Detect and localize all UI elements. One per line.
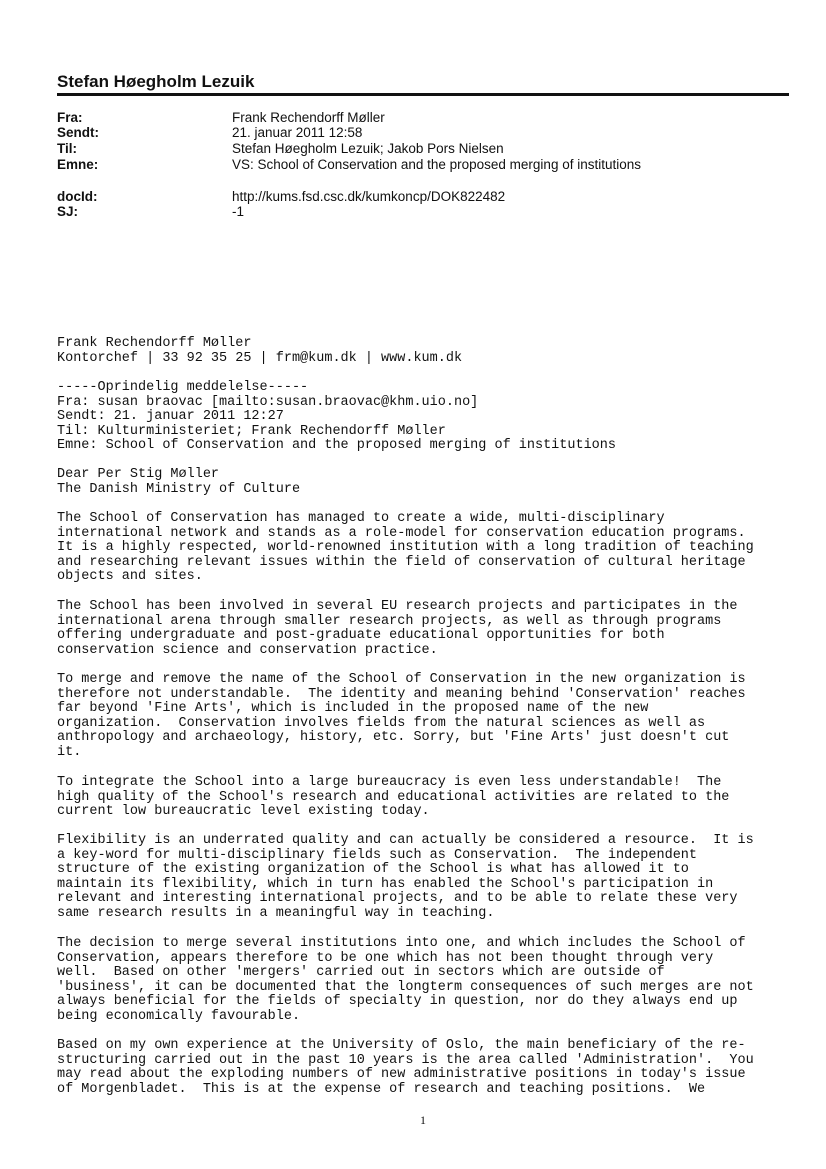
header-to-label: Til: xyxy=(57,141,77,156)
header-docid-row xyxy=(57,189,505,205)
header-from-label: Fra: xyxy=(57,110,83,125)
header-subject-value: VS: School of Conservation and the proposed merging of institutions xyxy=(232,157,641,172)
header-sj-label: SJ: xyxy=(57,204,79,219)
body-paragraph: Based on my own experience at the University of Oslo, the main beneficiary of the re- structuring carried out in the past 10 years is the area called 'Administration'. You may read about the exploding numbers of new administrative positions in today's issue of Morgenbladet. This is at the expense of research and teaching positions. We xyxy=(57,1038,754,1097)
header-sent-value: 21. januar 2011 12:58 xyxy=(232,125,363,140)
original-message-to: Til: Kulturministeriet; Frank Rechendorff Møller xyxy=(57,424,446,439)
original-message-separator: -----Oprindelig meddelelse----- xyxy=(57,380,309,395)
body-paragraph: To integrate the School into a large bureaucracy is even less understandable! The high quality of the School's research and educational activities are related to the current low bureaucratic level existing today. xyxy=(57,775,730,820)
body-paragraph: Flexibility is an underrated quality and can actually be considered a resource. It is a key-word for multi-disciplinary fields such as Conservation. The independent structure of the existing organization of the School is what has allowed it to maintain its flexibility, which in turn has enabled the School's participation in relevant and interesting international projects, and to be able to relate these very same research results in a meaningful way in teaching. xyxy=(57,833,754,921)
header-from-row xyxy=(57,110,385,126)
header-subject-row xyxy=(57,157,641,173)
header-docid-label: docId: xyxy=(57,189,98,204)
page-number: 1 xyxy=(420,1113,426,1127)
body-paragraph: To merge and remove the name of the School of Conservation in the new organization is therefore not understandable. The identity and meaning behind 'Conservation' reaches far beyond 'Fine Arts', which is included in the proposed name of the new organization. Conservation involves fields from the natural sciences as well as anthropology and archaeology, history, etc. Sorry, but 'Fine Arts' just doesn't cut it. xyxy=(57,672,746,760)
header-from-value: Frank Rechendorff Møller xyxy=(232,110,385,125)
signature-contact: Kontorchef | 33 92 35 25 | frm@kum.dk | www.kum.dk xyxy=(57,351,463,366)
sender-name: Stefan Høegholm Lezuik xyxy=(57,72,255,91)
body-paragraph: The School has been involved in several EU research projects and participates in the international arena through smaller research projects, as well as through programs offering undergraduate and post-graduate educational opportunities for both conservation science and conservation practice. xyxy=(57,599,738,658)
header-subject-label: Emne: xyxy=(57,157,99,172)
original-message-from: Fra: susan braovac [mailto:susan.braovac@khm.uio.no] xyxy=(57,395,479,410)
original-message-subject: Emne: School of Conservation and the proposed merging of institutions xyxy=(57,438,616,453)
header-to-value: Stefan Høegholm Lezuik; Jakob Pors Nielsen xyxy=(232,141,504,156)
salutation-line: Dear Per Stig Møller xyxy=(57,467,220,482)
body-paragraph: The School of Conservation has managed to create a wide, multi-disciplinary international network and stands as a role-model for conservation education programs. It is a highly respected, world-renowned institution with a long tradition of teaching and researching relevant issues within the field of conservation of cultural heritage objects and sites. xyxy=(57,511,754,585)
header-to-row xyxy=(57,141,504,157)
header-sj-value: -1 xyxy=(232,204,245,219)
header-rule xyxy=(57,93,789,96)
signature-name: Frank Rechendorff Møller xyxy=(57,336,252,351)
header-docid-value: http://kums.fsd.csc.dk/kumkoncp/DOK822482 xyxy=(232,189,506,204)
original-message-sent: Sendt: 21. januar 2011 12:27 xyxy=(57,409,284,424)
salutation-recipient: The Danish Ministry of Culture xyxy=(57,482,301,497)
header-sent-label: Sendt: xyxy=(57,125,99,140)
header-sent-row xyxy=(57,125,362,141)
header-sj-row xyxy=(57,204,244,220)
body-paragraph: The decision to merge several institutions into one, and which includes the School of Conservation, appears therefore to be one which has not been thought through very well. Based on other 'mergers' carried out in sectors which are outside of 'business', it can be documented that the longterm consequences of such merges are not always beneficial for the fields of specialty in question, nor do they always end up being economically favourable. xyxy=(57,936,754,1024)
